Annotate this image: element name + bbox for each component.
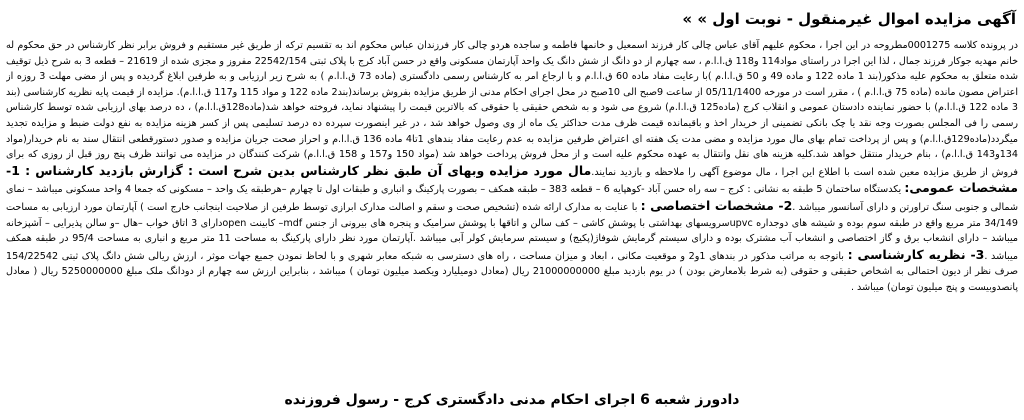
notice-body: [6, 38, 1018, 380]
specific-specs-text: با عنایت به مدارک ارائه شده (تشخیص صحت و سقم و اصالت مدارک ابرازی توسط طرفین از صلاحیت اینجانب خارج است ) آپارتمان مورد ارزیابی به مساحت 34/149 متر مربع واقع در طبقه سوم بوده و شیشه های دوجداره upvcسرویسهای بهداشتی با پوشش کاشی – کف سالن و اتاقها با پوشش سرامیک و پنجره های بیرونی از جنس mdf– کابینت openدارای 3 اتاق خواب –هال –و سالن پذیرایی – آشپزخانه میباشد – دارای انشعاب برق و گاز اختصاصی و انشعاب آب مشترک بوده و دارای سیستم گرمایش شوفاژ(پکیج) و سیستم سرمایش کولر آبی میباشد .آپارتمان مورد نظر دارای پارکینگ به مساحت 11 متر مربع و انباری به مساحت 95/4 در طبقه همکف میباشد .: [6, 201, 1018, 262]
signature-line: دادورز شعبه 6 اجرای احکام مدنی دادگستری کرج - رسول فروزنده: [284, 392, 740, 408]
specific-specs-heading: 2- مشخصات اختصاصی :: [640, 197, 793, 213]
general-specs-text: یکدستگاه ساختمان 5 طبقه به نشانی : کرج – سه راه حسن آباد -کوهپایه 6 – قطعه 383 – طبقه همکف – بصورت پارکینگ و انباری و طبقات اول تا چهارم –هرطبقه یک واحد – مسکونی که جمعا 4 واحد مسکونی میباشد – نمای شمالی و جنوبی سنگ تراورتن و دارای آسانسور میباشد .: [6, 184, 1018, 213]
body-part-1: در پرونده کلاسه 0001275مطروحه در این اجرا ، محکوم علیهم آقای عباس چالی کار فرزند اسمعیل و خانمها فاطمه و ساجده هردو چالی کار فرزندان عباس محکوم اند به تقسیم ترکه از طریق غیر مستقیم و فروش برابر نظر کارشناس در حق محکوم له خانم مهدیه جوکار فرزند جمال ، لذا این اجرا در راستای مواد114 و118 ق.ا.ا.م ، سه چهارم از دو دانگ از شش دانگ یک واحد آپارتمان مسکونی واقع در حسن آباد کرج با پلاک ثبتی 22542/154 مفروز و مجزی شده از 21619 – قطعه 3 به شرح ذیل توقیف شده متعلق به محکوم علیه مذکور(بند 1 ماده 122 و ماده 49 و 50 ق.ا.ا.م )با رعایت مفاد ماده 60 ق.ا.ا.م و با ارجاع امر به کارشناس رسمی دادگستری (ماده 73 ق.ا.ا.م ) به شرح زیر ارزیابی و به طرفین ابلاغ گردیده و پس از مضی مهلت 3 روزه از اعتراض مصون مانده (ماده 75 ق.ا.ا.م ) ، مقرر است در مورخه 05/11/1400 از ساعت 9صبح الی 10صبح در محل اجرای احکام مدنی از طریق مزایده بفروش برساند(بند2 ماده 122 و مواد 115 و117 ق.ا.ا.م). مزایده از قیمت پایه نظریه کارشناسی (بند 3 ماده 122 ق.ا.ا.م) با حضور نماینده دادستان عمومی و انقلاب کرج (ماده125 ق.ا.ا.م) شروع می شود و به شخص حقیقی یا حقوقی که بالاترین قیمت را پیشنهاد نماید، فروخته خواهد شد(ماده128ق.ا.ا.م) ، ده درصد بهای ارزیابی شده توسط کارشناس رسمی را فی المجلس بصورت وجه نقد یا چک بانکی تضمینی از خریدار اخذ و باقیمانده قیمت ظرف مدت حداکثر یک ماه از وی وصول خواهد شد ، در غیر اینصورت سپرده ده درصد تسلیمی پس از کسر هزینه مزایده به نفع دولت ضبط و مزایده تجدید میگردد(ماده129ق.ا.ا.م) و پس از پرداخت تمام بهای مال مورد مزایده و مضی مدت یک هفته ای اعتراض طرفین مزایده به عدم رعایت مفاد بندهای 1تا4 ماده 136 ق.ا.ا.م و احراز صحت جریان مزایده و صدور دستورقطعی انتقال سند به نام خریدار(مواد 134و143 ق.ا.ا.م) ، بنام خریدار منتقل خواهد شد.کلیه هزینه های نقل وانتقال به عهده محکوم علیه است و از محل فروش پرداخت خواهد شد (مواد 150 و157 و 158 ق.ا.ا.م) شرکت کنندگان در مزایده می توانند ظرف پنج روز قبل از روزی که برای فروش از طریق مزایده معین شده است با اطلاع این اجرا ، مال موضوع آگهی را ملاحظه و بازدید نمایند.: [6, 40, 1018, 178]
appraisal-heading: مال مورد مزایده وبهای آن طبق نظر کارشناس بدین شرح است : گزارش بازدید کارشناس : 1-مشخصات عمومی:: [6, 162, 1018, 196]
expert-opinion-text: باتوجه به مراتب مذکور در بندهای 1و2 و موقعیت مکانی ، ابعاد و میزان مساحت ، راه های دسترسی به شبکه معابر شهری و با لحاظ نمودن جمیع جهات موثر ، ارزش ریالی شش دانگ پلاک ثبتی 154/22542 صرف نظر از دیون احتمالی به اشخاص حقیقی و حقوقی (به شرط بلامعارض بودن ) در یوم بازدید مبلغ 21000000000 ریال (معادل دومیلیارد ویکصد میلیون تومان ) میباشد ، بنابراین ارزش سه چهارم از دودانگ ملک مبلغ 5250000000 ریال ( معادل پانصدوبیست و پنج میلیون تومان) میباشد .: [6, 250, 1018, 293]
notice-title: آگهی مزایده اموال غیرمنقول - نوبت اول » »: [682, 10, 1016, 28]
expert-opinion-heading: 3- نظریه کارشناسی :: [847, 246, 985, 262]
